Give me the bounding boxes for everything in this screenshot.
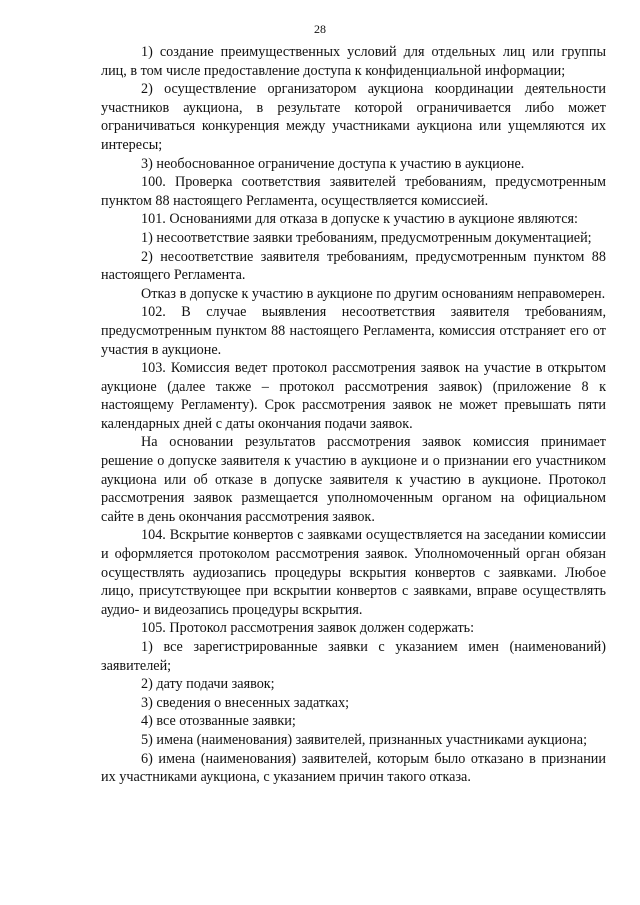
paragraph: 4) все отозванные заявки; <box>141 713 296 730</box>
paragraph: 2) несоответствие заявителя требованиям, предусмотренным пунктом 88 настоящего Регламента. <box>101 248 606 284</box>
paragraph: 105. Протокол рассмотрения заявок должен содержать: <box>141 620 475 637</box>
paragraph: Отказ в допуске к участию в аукционе по другим основаниям неправомерен. <box>141 285 606 302</box>
paragraph: 1) все зарегистрированные заявки с указанием имен (наименований) заявителей; <box>101 639 606 674</box>
page-number: 28 <box>314 22 326 36</box>
paragraph: 6) имена (наименования) заявителей, которым было отказано в признании их участниками аукциона, с указанием причин такого отказа. <box>101 750 606 786</box>
paragraph: 1) несоответствие заявки требованиям, предусмотренным документацией; <box>141 229 592 246</box>
paragraph: 5) имена (наименования) заявителей, признанных участниками аукциона; <box>141 731 588 748</box>
paragraph: 102. В случае выявления несоответствия заявителя требованиям, предусмотренным пунктом 88 настоящего Регламента, комиссия отстраняет его от участия в аукционе. <box>101 304 606 358</box>
paragraph: 103. Комиссия ведет протокол рассмотрения заявок на участие в открытом аукционе (далее также – протокол рассмотрения заявок) (приложение 8 к настоящему Регламенту). Срок рассмотрения заявок не может превышать пяти календарных дней с даты окончания подачи заявок. <box>101 360 606 432</box>
paragraph: 100. Проверка соответствия заявителей требованиям, предусмотренным пунктом 88 настоящего Регламента, осуществляется комиссией. <box>101 174 606 209</box>
paragraph: 2) дату подачи заявок; <box>141 676 275 693</box>
paragraph: 3) сведения о внесенных задатках; <box>141 694 350 711</box>
paragraph: 2) осуществление организатором аукциона координации деятельности участников аукциона, в результате которой ограничивается либо может ограничиваться конкуренция между участниками аукциона или ущемляются их интересы; <box>101 81 606 153</box>
paragraph: 1) создание преимущественных условий для отдельных лиц или группы лиц, в том числе предоставление доступа к конфиденциальной информации; <box>101 44 606 79</box>
paragraph: 104. Вскрытие конвертов с заявками осуществляется на заседании комиссии и оформляется протоколом рассмотрения заявок. Уполномоченный орган обязан осуществлять аудиозапись процедуры вскрытия конвертов с заявками. Любое лицо, присутствующее при вскрытии конвертов с заявками, вправе осуществлять аудио- и видеозапись процедуры вскрытия. <box>101 527 606 618</box>
paragraph: 3) необоснованное ограничение доступа к участию в аукционе. <box>141 155 525 172</box>
paragraph: 101. Основаниями для отказа в допуске к участию в аукционе являются: <box>141 211 578 228</box>
paragraph: На основании результатов рассмотрения заявок комиссия принимает решение о допуске заявителя к участию в аукционе и о признании его участником аукциона или об отказе в допуске заявителя к участию в аукционе. Протокол рассмотрения заявок размещается уполномоченным органом на официальном сайте в день окончания рассмотрения заявок. <box>101 434 606 525</box>
document-body <box>101 43 606 787</box>
